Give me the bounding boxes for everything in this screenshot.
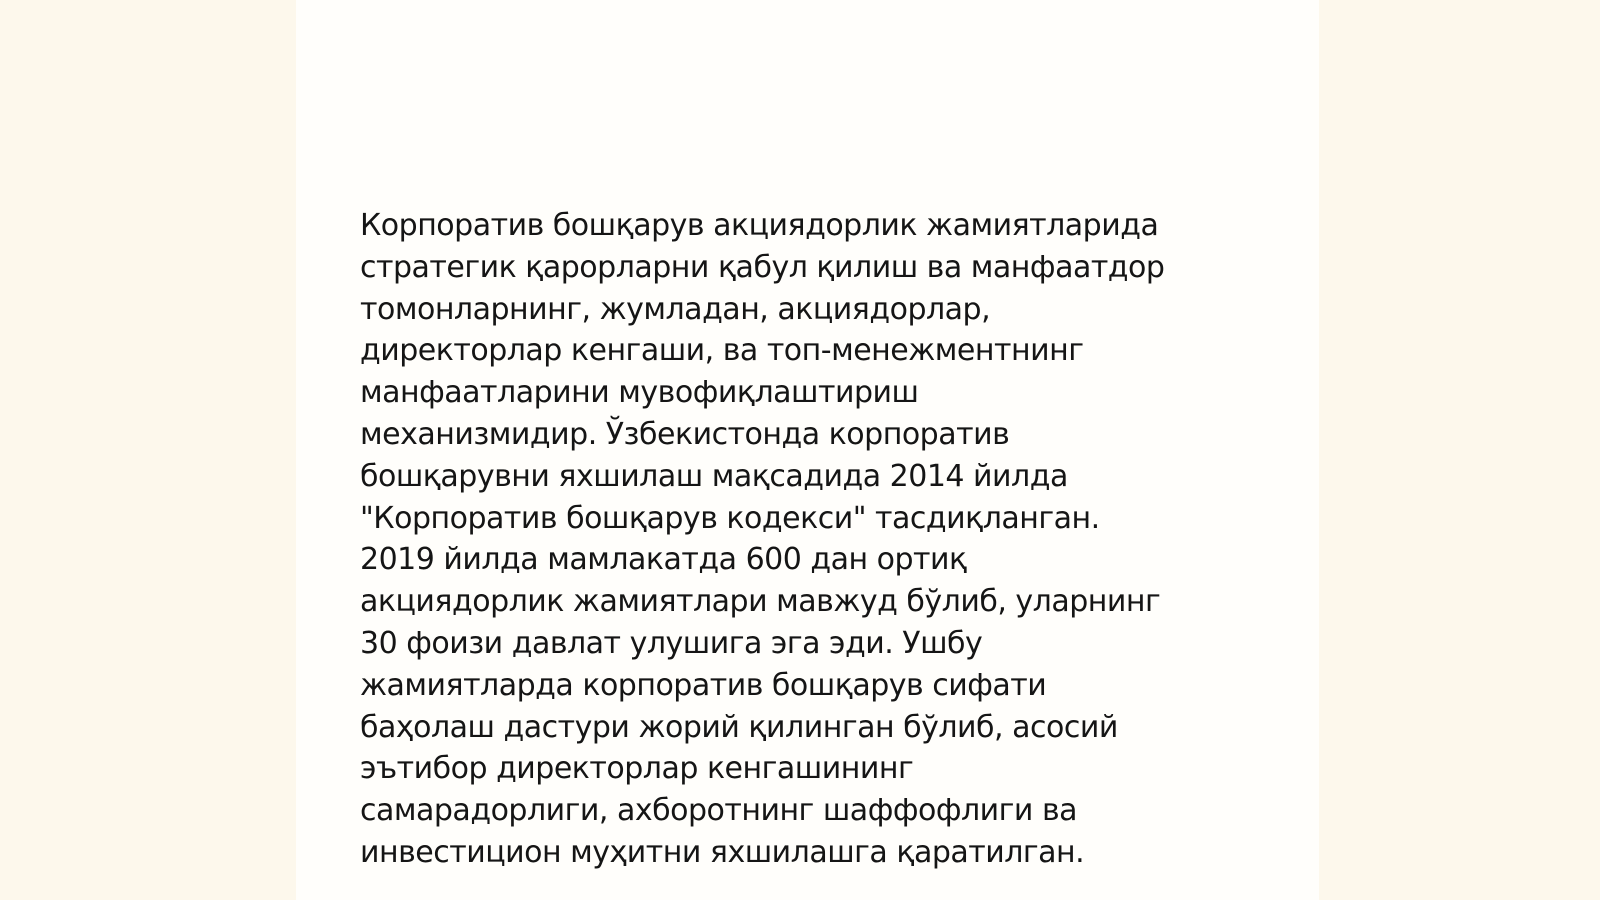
text-line-12: жамиятларда корпоратив бошқарув сифати [360, 667, 1047, 703]
text-line-16: инвестицион муҳитни яхшилашга қаратилган. [360, 834, 1085, 870]
text-line-4: директорлар кенгаши, ва топ-менежментнинг [360, 333, 1084, 369]
document-page [296, 0, 1319, 900]
text-line-1: Корпоратив бошқарув акциядорлик жамиятларида [360, 208, 1159, 243]
text-line-3: томонларнинг, жумладан, акциядорлар, [360, 291, 991, 327]
text-line-7: бошқарувни яхшилаш мақсадида 2014 йилда [360, 458, 1068, 494]
text-line-5: манфаатларини мувофиқлаштириш [360, 375, 919, 411]
text-line-8: "Корпоратив бошқарув кодекси" тасдиқланган. [360, 500, 1100, 536]
text-line-9: 2019 йилда мамлакатда 600 дан ортиқ [360, 542, 967, 578]
text-line-11: 30 фоизи давлат улушига эга эди. Ушбу [360, 625, 983, 661]
text-line-13: баҳолаш дастури жорий қилинган бўлиб, асосий [360, 709, 1118, 745]
text-line-2: стратегик қарорларни қабул қилиш ва манфаатдор [360, 249, 1165, 285]
text-line-14: эътибор директорлар кенгашининг [360, 751, 914, 787]
body-paragraph [360, 205, 1260, 874]
text-line-15: самарадорлиги, ахборотнинг шаффофлиги ва [360, 793, 1078, 829]
text-line-6: механизмидир. Ўзбекистонда корпоратив [360, 416, 1010, 452]
text-line-10: акциядорлик жамиятлари мавжуд бўлиб, уларнинг [360, 584, 1161, 620]
